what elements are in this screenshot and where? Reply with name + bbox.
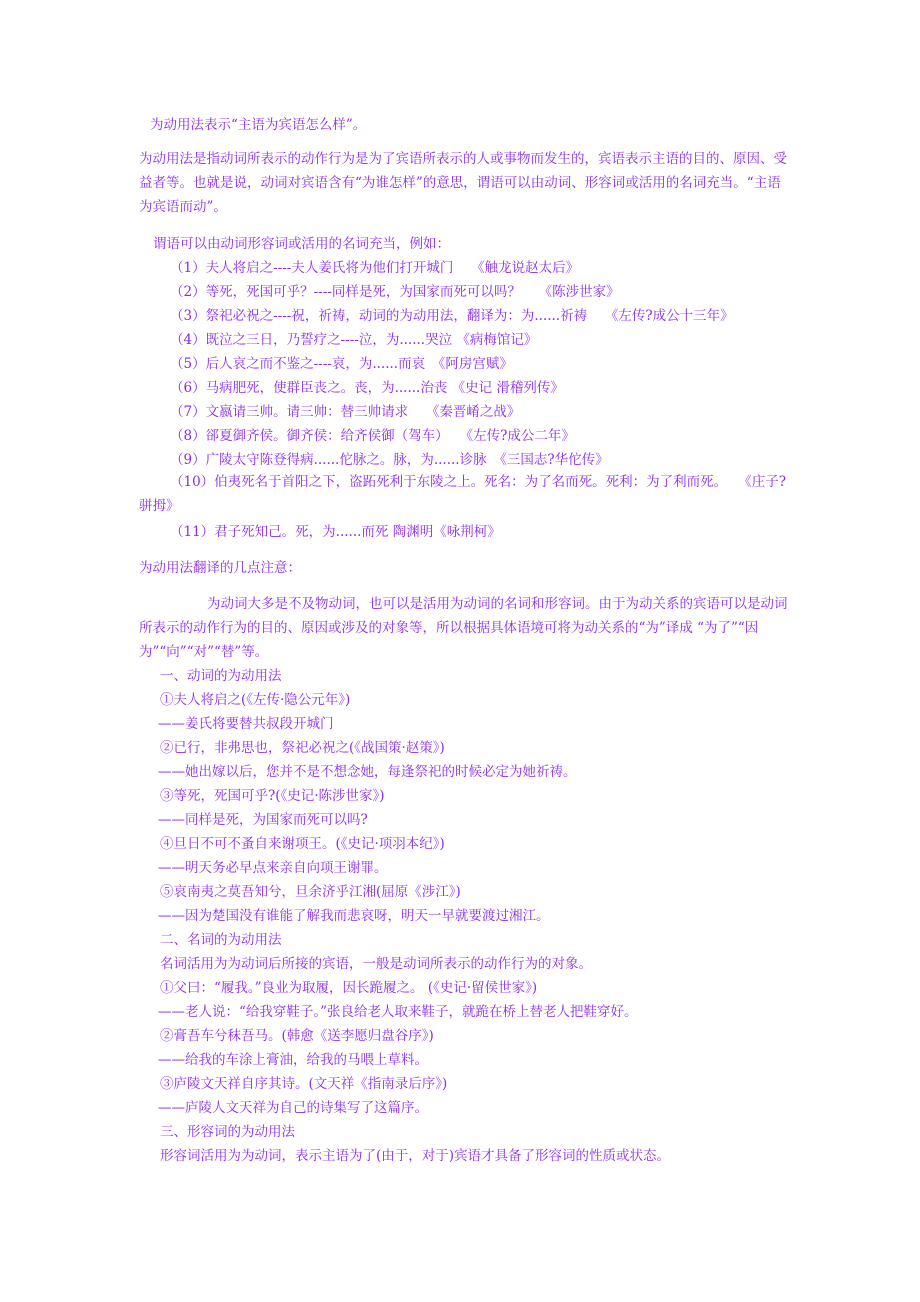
section1-line: ⑤哀南夷之莫吾知兮，旦余济乎江湘(屈原《涉江》) [160, 884, 461, 900]
section2-line: ——给我的车涂上膏油，给我的马喂上草料。 [158, 1052, 428, 1068]
notes-paragraph: 为动词大多是不及物动词，也可以是活用为动词的名词和形容词。由于为动关系的宾语可以是动词所表示的动作行为的目的、原因或涉及的对象等，所以根据具体语境可将为动关系的“为”译成 “为了”“因为”“向”“对”“替”等。 [139, 596, 788, 660]
example-8: （8）郤夏御齐侯。御齐侯：给齐侯御（驾车） 《左传?成公二年》 [170, 428, 575, 444]
section2-title: 二、名词的为动用法 [160, 932, 282, 948]
intro-heading: 为动用法表示“主语为宾语怎么样”。 [150, 117, 367, 133]
section1-line: ①夫人将启之(《左传·隐公元年》) [160, 692, 351, 708]
section1-line: ②已行，非弗思也，祭祀必祝之(《战国策·赵策》) [160, 740, 445, 756]
intro-paragraph: 为动用法是指动词所表示的动作行为是为了宾语所表示的人或事物而发生的，宾语表示主语的目的、原因、受益者等。也就是说，动词对宾语含有“为谁怎样”的意思，谓语可以由动词、形容词或活用的名词充当。“主语为宾语而动”。 [139, 151, 787, 215]
examples-intro: 谓语可以由动词形容词或活用的名词充当，例如： [153, 236, 450, 252]
example-1: （1）夫人将启之----夫人姜氏将为他们打开城门 《触龙说赵太后》 [170, 260, 580, 276]
section1-line: ——她出嫁以后，您并不是不想念她，每逢祭祀的时候必定为她祈祷。 [158, 764, 577, 780]
section1-line: ③等死，死国可乎?(《史记·陈涉世家》) [160, 788, 385, 804]
section1-line: ——明天务必早点来亲自向项王谢罪。 [158, 860, 388, 876]
section2-line: ③庐陵文天祥自序其诗。(文天祥《指南录后序》) [160, 1076, 448, 1092]
section1-line: ——因为楚国没有谁能了解我而悲哀呀，明天一早就要渡过湘江。 [158, 908, 550, 924]
notes-title: 为动用法翻译的几点注意： [139, 560, 301, 576]
example-9: （9）广陵太守陈登得病......佗脉之。脉，为......诊脉 《三国志?华佗传》 [170, 452, 609, 468]
section3-title: 三、形容词的为动用法 [160, 1124, 295, 1140]
example-5: （5）后人哀之而不鉴之----哀，为......而哀 《阿房宫赋》 [170, 356, 513, 372]
example-6: （6）马病肥死，使群臣丧之。丧，为......治丧 《史记 滑稽列传》 [170, 380, 564, 396]
section2-line: ——庐陵人文天祥为自己的诗集写了这篇序。 [158, 1100, 428, 1116]
section1-line: ——同样是死，为国家而死可以吗? [158, 812, 368, 828]
example-7: （7）文嬴请三帅。请三帅：替三帅请求 《秦晋崤之战》 [170, 404, 521, 420]
example-2: （2）等死，死国可乎？----同样是死，为国家而死可以吗？ 《陈涉世家》 [170, 284, 620, 300]
section3-intro: 形容词活用为为动词，表示主语为了(由于，对于)宾语才具备了形容词的性质或状态。 [160, 1148, 671, 1164]
section1-line: ——姜氏将要替共叔段开城门 [158, 716, 334, 732]
section2-line: ①父曰：“履我。”良业为取履，因长跪履之。 (《史记·留侯世家》) [160, 980, 538, 996]
example-11: （11）君子死知己。死，为......而死 陶渊明《咏荆柯》 [170, 524, 501, 540]
example-3: （3）祭祀必祝之----祝，祈祷，动词的为动用法，翻译为：为......祈祷 《左传?成公十三年》 [170, 308, 734, 324]
section2-intro: 名词活用为为动词后所接的宾语，一般是动词所表示的动作行为的对象。 [160, 956, 592, 972]
section1-line: ④旦日不可不蚤自来谢项王。(《史记·项羽本纪》) [160, 836, 445, 852]
section2-line: ②膏吾车兮秣吾马。(韩愈《送李愿归盘谷序》) [160, 1028, 434, 1044]
section1-title: 一、动词的为动用法 [160, 668, 282, 684]
example-10: （10）伯夷死名于首阳之下，盗跖死利于东陵之上。死名：为了名而死。死利：为了利而死。 《庄子?骈拇》 [139, 474, 786, 514]
section2-line: ——老人说：“给我穿鞋子。”张良给老人取来鞋子，就跪在桥上替老人把鞋穿好。 [158, 1004, 638, 1020]
example-4: （4）既泣之三日，乃誓疗之----泣，为......哭泣 《病梅馆记》 [170, 332, 538, 348]
